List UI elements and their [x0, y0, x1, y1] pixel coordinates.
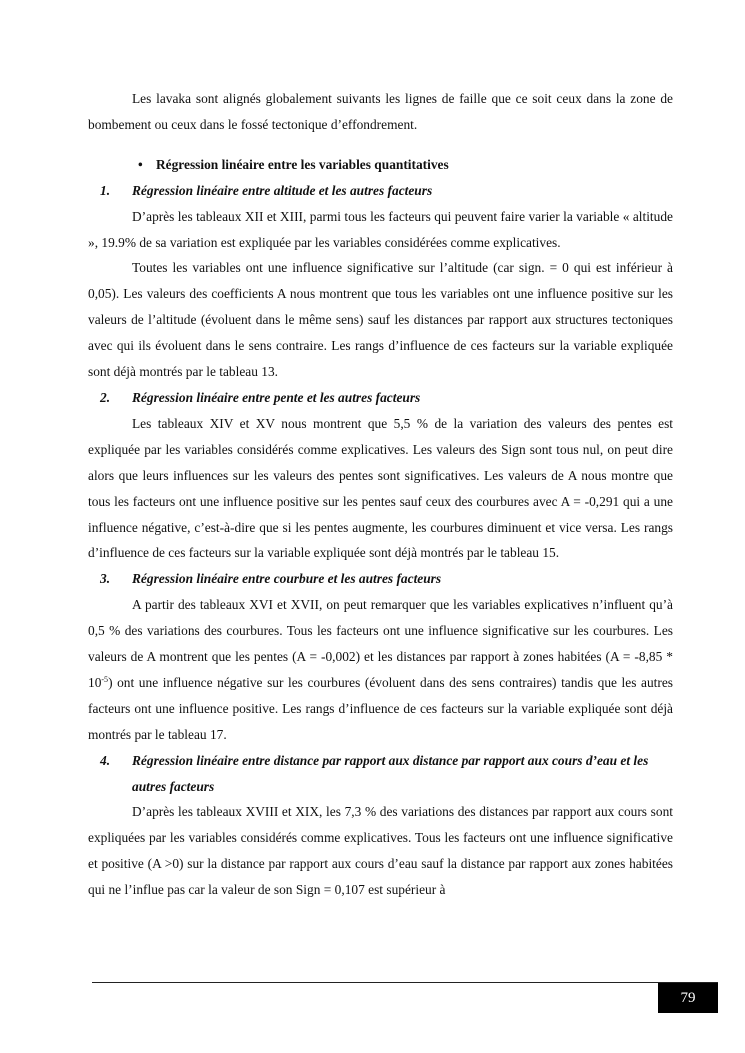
footer-divider: [92, 982, 718, 983]
section-number: 1.: [100, 182, 111, 198]
paragraph-lavaka: Les lavaka sont alignés globalement suivants les lignes de faille que ce soit ceux dans la zone de bombement ou ceux dans le fossé tectonique d’effondrement.: [88, 91, 673, 132]
page-body: [88, 86, 673, 903]
paragraph-courbure: [88, 592, 673, 747]
page-number: 79: [658, 983, 718, 1013]
bullet-heading-text: Régression linéaire entre les variables quantitatives: [156, 156, 449, 172]
paragraph-pente: Les tableaux XIV et XV nous montrent que 5,5 % de la variation des valeurs des pentes est expliquée par les variables considérés comme explicatives. Les valeurs des Sign sont tous nul, on peut dire alors que leurs influences sur les valeurs des pentes sont significatives. Les valeurs de A nous montre que tous les facteurs ont une influence positive sur les pentes sauf ceux des courbures avec A = -0,291 qui a une influence négative, c’est-à-dire que si les pentes augmente, les courbures diminuent et vice versa. Les rangs d’influence de ces facteurs sur la variable expliquée sont déjà montrés par le tableau 15.: [88, 415, 673, 561]
section-heading-pente: [88, 385, 673, 411]
bullet-icon: •: [138, 156, 143, 172]
paragraph-altitude-1: D’après les tableaux XII et XIII, parmi tous les facteurs qui peuvent faire varier la variable « altitude », 19.9% de sa variation est expliquée par les variables considérées comme explicatives.: [88, 208, 673, 250]
section-heading-courbure: [88, 566, 673, 592]
section-heading-text: Régression linéaire entre altitude et les autres facteurs: [132, 182, 433, 198]
section-number: 3.: [100, 571, 111, 587]
paragraph-courbure-part2: ) ont une influence négative sur les courbures (évoluent dans des sens contraires) tandis que les autres facteurs ont une influence positive. Les rangs d’influence de ces facteurs sur la variable expliquée sont déjà montrés par le tableau 17.: [88, 674, 673, 742]
paragraph-distance: D’après les tableaux XVIII et XIX, les 7,3 % des variations des distances par rapport aux cours sont expliquées par les variables considérés comme explicatives. Tous les facteurs ont une influence significative et positive (A >0) sur la distance par rapport aux cours d’eau sauf la distance par rapport aux zones habitées qui ne l’influe pas car la valeur de son Sign = 0,107 est supérieur à: [88, 804, 673, 898]
section-heading-text: Régression linéaire entre distance par rapport aux distance par rapport aux cours d’eau et les autres facteurs: [132, 752, 649, 794]
exponent: -5: [101, 674, 109, 684]
bullet-heading: [88, 152, 673, 178]
section-heading-altitude: [88, 178, 673, 204]
section-number: 4.: [100, 752, 111, 768]
paragraph-altitude-2: Toutes les variables ont une influence significative sur l’altitude (car sign. = 0 qui est inférieur à 0,05). Les valeurs des coefficients A nous montrent que tous les variables ont une influence positive sur les valeurs de l’altitude (évoluent dans le même sens) sauf les distances par rapport aux structures tectoniques avec qui ils évoluent dans le sens contraire. Les rangs d’influence de ces facteurs sur la variable expliquée sont déjà montrés par le tableau 13.: [88, 260, 673, 380]
section-heading-distance: [88, 748, 673, 800]
spacer: [88, 138, 673, 152]
paragraph-courbure-part1: A partir des tableaux XVI et XVII, on peut remarquer que les variables explicatives n’influent qu’à 0,5 % des variations des courbures. Tous les facteurs ont une influence significative sur les courbures. Les valeurs de A montrent que les pentes (A = -0,002) et les distances par rapport à zones habitées (A = -8,85 * 10: [88, 597, 673, 690]
section-number: 2.: [100, 389, 111, 405]
section-heading-text: Régression linéaire entre pente et les autres facteurs: [132, 389, 421, 405]
section-heading-text: Régression linéaire entre courbure et les autres facteurs: [132, 571, 442, 587]
